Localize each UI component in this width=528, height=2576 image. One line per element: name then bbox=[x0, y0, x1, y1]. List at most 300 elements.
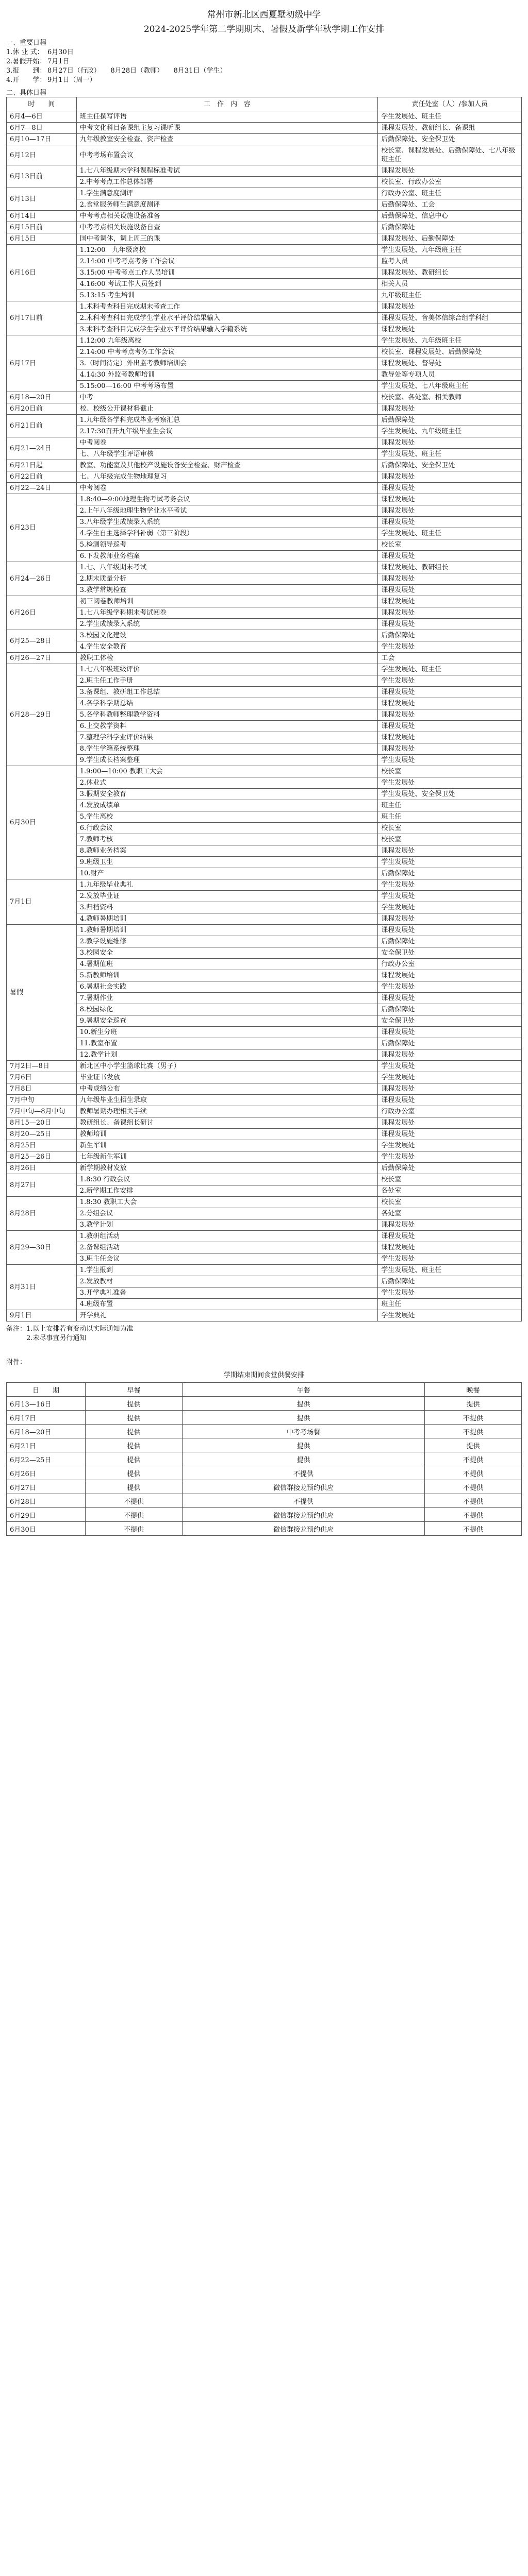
row-dept: 校长室 bbox=[378, 823, 522, 834]
row-dept: 相关人员 bbox=[378, 279, 522, 290]
row-content: 5.13:15 考生培训 bbox=[76, 290, 378, 301]
meals-row bbox=[7, 1466, 522, 1480]
row-content: 中考考场布置会议 bbox=[76, 145, 378, 165]
row-content: 4.14:30 外监考教师培训 bbox=[76, 369, 378, 381]
row-content: 2.14:00 中考考点考务工作会议 bbox=[76, 256, 378, 267]
row-content: 4.教师暑期培训 bbox=[76, 913, 378, 925]
table-row bbox=[7, 1049, 522, 1061]
row-dept: 后勤保障处 bbox=[378, 630, 522, 641]
key-date-value: 8月27日（行政） 8月28日（教师） 8月31日（学生） bbox=[47, 67, 227, 75]
row-content: 教师培训 bbox=[76, 1129, 378, 1140]
row-dept: 学生发展处 bbox=[378, 1072, 522, 1083]
row-content: 5.检测领导巡考 bbox=[76, 539, 378, 551]
row-dept: 学生发展处、班主任 bbox=[378, 528, 522, 539]
table-row bbox=[7, 1072, 522, 1083]
row-time: 6月17日前 bbox=[7, 301, 77, 335]
table-row bbox=[7, 970, 522, 981]
table-row bbox=[7, 619, 522, 630]
meals-table bbox=[6, 1382, 522, 1536]
meal-lunch: 中考考场餐 bbox=[183, 1425, 425, 1438]
row-dept: 课程发展处 bbox=[378, 494, 522, 505]
row-time: 6月21—24日 bbox=[7, 437, 77, 460]
header-time: 时 间 bbox=[7, 97, 77, 111]
row-time: 暑假 bbox=[7, 925, 77, 1061]
document-title-school: 常州市新北区西夏墅初级中学 bbox=[207, 10, 321, 20]
row-time: 7月中旬 bbox=[7, 1095, 77, 1106]
table-row bbox=[7, 245, 522, 256]
row-time: 6月10—17日 bbox=[7, 134, 77, 145]
row-dept: 后勤保障处、安全保卫处 bbox=[378, 134, 522, 145]
table-row bbox=[7, 845, 522, 857]
row-time: 6月23日 bbox=[7, 494, 77, 562]
row-dept: 课程发展处 bbox=[378, 732, 522, 743]
meal-date: 6月18—20日 bbox=[7, 1425, 86, 1438]
row-dept: 学生发展处 bbox=[378, 1151, 522, 1163]
row-dept: 后勤保障处 bbox=[378, 415, 522, 426]
table-row bbox=[7, 1197, 522, 1208]
row-content: 8.校园绿化 bbox=[76, 1004, 378, 1015]
row-content: 1.七、八年级期末考试 bbox=[76, 562, 378, 573]
row-dept: 安全保卫处 bbox=[378, 947, 522, 959]
row-dept: 安全保卫处 bbox=[378, 1015, 522, 1027]
row-dept: 课程发展处 bbox=[378, 687, 522, 698]
row-dept: 课程发展处 bbox=[378, 1083, 522, 1095]
schedule-table bbox=[6, 97, 522, 1321]
table-row bbox=[7, 1208, 522, 1219]
row-content: 3.开学典礼准备 bbox=[76, 1287, 378, 1299]
row-dept: 后勤保障处、安全保卫处 bbox=[378, 460, 522, 471]
row-dept: 课程发展处 bbox=[378, 1219, 522, 1231]
row-dept: 后勤保障处 bbox=[378, 1163, 522, 1174]
row-dept: 行政办公室、班主任 bbox=[378, 188, 522, 199]
table-row bbox=[7, 1140, 522, 1151]
row-time: 6月30日 bbox=[7, 766, 77, 879]
table-row bbox=[7, 1083, 522, 1095]
row-content: 4.学生安全教育 bbox=[76, 641, 378, 653]
row-time: 6月24—26日 bbox=[7, 562, 77, 596]
row-content: 教室、功能室及其他校产设施设备安全检查、财产检查 bbox=[76, 460, 378, 471]
row-dept: 工会 bbox=[378, 653, 522, 664]
row-dept: 教导处等专项人员 bbox=[378, 369, 522, 381]
meal-breakfast: 提供 bbox=[86, 1466, 183, 1480]
meals-row bbox=[7, 1452, 522, 1466]
table-row bbox=[7, 1129, 522, 1140]
table-row bbox=[7, 199, 522, 211]
table-row bbox=[7, 177, 522, 188]
row-dept: 校长室、课程发展处、后勤保障处 bbox=[378, 347, 522, 358]
meal-breakfast: 提供 bbox=[86, 1425, 183, 1438]
row-dept: 课程发展处 bbox=[378, 585, 522, 596]
row-dept: 课程发展处 bbox=[378, 913, 522, 925]
meal-date: 6月13—16日 bbox=[7, 1397, 86, 1411]
key-date-label: 4.开 学： bbox=[6, 76, 46, 84]
row-dept: 各处室 bbox=[378, 1208, 522, 1219]
meals-header-date: 日 期 bbox=[7, 1383, 86, 1397]
row-dept: 课程发展处 bbox=[378, 505, 522, 517]
meal-dinner: 不提供 bbox=[424, 1411, 521, 1425]
table-row bbox=[7, 1299, 522, 1310]
table-row bbox=[7, 653, 522, 664]
row-content: 九年级毕业生招生录取 bbox=[76, 1095, 378, 1106]
row-dept: 课程发展处、音美体信综合组学科组 bbox=[378, 313, 522, 324]
row-content: 1.9:00—10:00 教职工大会 bbox=[76, 766, 378, 777]
row-content: 3.校园文化建设 bbox=[76, 630, 378, 641]
row-content: 2.术科考查科目完成学生学业水平评价结果输入 bbox=[76, 313, 378, 324]
meal-dinner: 不提供 bbox=[424, 1480, 521, 1494]
row-content: 2.期末质量分析 bbox=[76, 573, 378, 585]
row-dept: 学生发展处 bbox=[378, 1310, 522, 1321]
table-row bbox=[7, 471, 522, 483]
row-time: 6月20日前 bbox=[7, 403, 77, 415]
row-content: 7.暑期作业 bbox=[76, 993, 378, 1004]
row-content: 2.17:30召开九年级毕业生会议 bbox=[76, 426, 378, 437]
row-content: 1.教研组活动 bbox=[76, 1231, 378, 1242]
key-date-item bbox=[6, 76, 522, 85]
row-time: 8月15—20日 bbox=[7, 1117, 77, 1129]
table-row bbox=[7, 358, 522, 369]
row-dept: 学生发展处 bbox=[378, 641, 522, 653]
row-content: 3.备课组、教研组工作总结 bbox=[76, 687, 378, 698]
meal-dinner: 不提供 bbox=[424, 1522, 521, 1536]
table-row bbox=[7, 641, 522, 653]
meal-breakfast: 不提供 bbox=[86, 1508, 183, 1522]
table-row bbox=[7, 1027, 522, 1038]
row-content: 6.上交教学资料 bbox=[76, 721, 378, 732]
table-row bbox=[7, 1287, 522, 1299]
row-dept: 校长室、行政办公室 bbox=[378, 177, 522, 188]
meals-row bbox=[7, 1480, 522, 1494]
row-content: 4.暑期值班 bbox=[76, 959, 378, 970]
table-row bbox=[7, 913, 522, 925]
section-heading-key-dates: 一、重要日程 bbox=[6, 39, 47, 47]
row-dept: 校长室、课程发展处、后勤保障处、七八年级班主任 bbox=[378, 145, 522, 165]
table-row bbox=[7, 460, 522, 471]
table-row bbox=[7, 573, 522, 585]
table-row bbox=[7, 301, 522, 313]
table-row bbox=[7, 947, 522, 959]
table-row bbox=[7, 891, 522, 902]
row-dept: 课程发展处、督导处 bbox=[378, 358, 522, 369]
key-date-item bbox=[6, 48, 522, 57]
row-time: 6月4—6日 bbox=[7, 111, 77, 123]
meal-lunch: 提供 bbox=[183, 1438, 425, 1452]
row-time: 6月12日 bbox=[7, 145, 77, 165]
row-content: 教研组长、备课组长研讨 bbox=[76, 1117, 378, 1129]
row-content: 1.九年级毕业典礼 bbox=[76, 879, 378, 891]
row-content: 3.教学计划 bbox=[76, 1219, 378, 1231]
document-page bbox=[6, 0, 522, 1546]
row-content: 1.九年级各学科完成毕业考察汇总 bbox=[76, 415, 378, 426]
row-content: 中考考点相关设施设备准备 bbox=[76, 211, 378, 222]
table-row bbox=[7, 1219, 522, 1231]
row-time: 6月26日 bbox=[7, 596, 77, 630]
row-content: 中考文化科目备课组主复习课听课 bbox=[76, 123, 378, 134]
row-dept: 课程发展处 bbox=[378, 596, 522, 607]
meal-breakfast: 不提供 bbox=[86, 1494, 183, 1508]
row-dept: 后勤保障处、信息中心 bbox=[378, 211, 522, 222]
row-content: 1.七八年级班级评价 bbox=[76, 664, 378, 675]
row-content: 3.15:00 中考考点工作人员培训 bbox=[76, 267, 378, 279]
row-content: 七年级新生军训 bbox=[76, 1151, 378, 1163]
row-content: 6.下发教师业务档案 bbox=[76, 551, 378, 562]
table-row bbox=[7, 483, 522, 494]
row-dept: 课程发展处、后勤保障处 bbox=[378, 233, 522, 245]
row-content: 10.财产 bbox=[76, 868, 378, 879]
row-content: 1.12:00 九年级离校 bbox=[76, 335, 378, 347]
meals-header-row bbox=[7, 1383, 522, 1397]
row-dept: 学生发展处、九年级班主任 bbox=[378, 245, 522, 256]
table-row bbox=[7, 811, 522, 823]
row-content: 8.学生学籍系统整理 bbox=[76, 743, 378, 755]
row-content: 5.学生离校 bbox=[76, 811, 378, 823]
row-time: 6月15日前 bbox=[7, 222, 77, 233]
table-row bbox=[7, 369, 522, 381]
row-time: 6月14日 bbox=[7, 211, 77, 222]
row-content: 9.学生成长档案整理 bbox=[76, 755, 378, 766]
meals-row bbox=[7, 1494, 522, 1508]
table-row bbox=[7, 902, 522, 913]
row-dept: 课程发展处 bbox=[378, 1027, 522, 1038]
row-content: 9.暑期安全巡查 bbox=[76, 1015, 378, 1027]
row-content: 7.整理学科学业评价结果 bbox=[76, 732, 378, 743]
row-content: 2.发放教材 bbox=[76, 1276, 378, 1287]
table-row bbox=[7, 607, 522, 619]
row-dept: 课程发展处 bbox=[378, 517, 522, 528]
row-content: 1.学生满意度测评 bbox=[76, 188, 378, 199]
table-row bbox=[7, 449, 522, 460]
note-line: 备注：1.以上安排若有变动以实际通知为准 bbox=[6, 1325, 134, 1333]
row-dept: 校长室、各处室、相关教师 bbox=[378, 392, 522, 403]
table-row bbox=[7, 267, 522, 279]
row-content: 12.教学计划 bbox=[76, 1049, 378, 1061]
table-row bbox=[7, 211, 522, 222]
row-dept: 校长室 bbox=[378, 766, 522, 777]
section-heading-schedule: 二、具体日程 bbox=[6, 89, 47, 97]
meal-breakfast: 提供 bbox=[86, 1411, 183, 1425]
meal-breakfast: 提供 bbox=[86, 1452, 183, 1466]
table-row bbox=[7, 721, 522, 732]
row-content: 2.班主任工作手册 bbox=[76, 675, 378, 687]
table-row bbox=[7, 834, 522, 845]
row-dept: 班主任 bbox=[378, 811, 522, 823]
meals-body bbox=[7, 1397, 522, 1536]
row-dept: 课程发展处 bbox=[378, 743, 522, 755]
table-row bbox=[7, 709, 522, 721]
meals-row bbox=[7, 1411, 522, 1425]
table-row bbox=[7, 777, 522, 789]
table-row bbox=[7, 959, 522, 970]
row-content: 11.教室布置 bbox=[76, 1038, 378, 1049]
row-dept: 班主任 bbox=[378, 1299, 522, 1310]
key-date-value: 6月30日 bbox=[47, 48, 74, 56]
meals-row bbox=[7, 1425, 522, 1438]
key-dates-list bbox=[6, 48, 522, 85]
row-content: 7.教师考核 bbox=[76, 834, 378, 845]
row-time: 6月13日 bbox=[7, 188, 77, 211]
row-time: 6月17日 bbox=[7, 335, 77, 392]
row-time: 8月25—26日 bbox=[7, 1151, 77, 1163]
row-time: 6月16日 bbox=[7, 245, 77, 301]
row-content: 校、校级公开课材料截止 bbox=[76, 403, 378, 415]
meal-dinner: 提供 bbox=[424, 1438, 521, 1452]
row-content: 教职工体检 bbox=[76, 653, 378, 664]
row-dept: 学生发展处 bbox=[378, 857, 522, 868]
meal-date: 6月17日 bbox=[7, 1411, 86, 1425]
meal-breakfast: 提供 bbox=[86, 1438, 183, 1452]
appendix-label: 附件： bbox=[6, 1359, 27, 1366]
row-time: 8月28日 bbox=[7, 1197, 77, 1231]
table-row bbox=[7, 279, 522, 290]
table-row bbox=[7, 188, 522, 199]
row-content: 2.教学设施维修 bbox=[76, 936, 378, 947]
table-row bbox=[7, 123, 522, 134]
row-content: 2.休业式 bbox=[76, 777, 378, 789]
meals-header-breakfast: 早餐 bbox=[86, 1383, 183, 1397]
row-dept: 学生发展处 bbox=[378, 1253, 522, 1265]
row-dept: 课程发展处 bbox=[378, 551, 522, 562]
key-date-value: 7月1日 bbox=[47, 58, 70, 65]
row-time: 7月2日—8日 bbox=[7, 1061, 77, 1072]
row-dept: 课程发展处 bbox=[378, 573, 522, 585]
table-row bbox=[7, 1095, 522, 1106]
meals-row bbox=[7, 1522, 522, 1536]
row-content: 1.教师暑期培训 bbox=[76, 925, 378, 936]
row-content: 七、八年级完成生物地理复习 bbox=[76, 471, 378, 483]
row-content: 2.中考考点工作总体部署 bbox=[76, 177, 378, 188]
row-content: 1.术科考查科目完成期末考查工作 bbox=[76, 301, 378, 313]
row-content: 2.学生成绩录入系统 bbox=[76, 619, 378, 630]
row-dept: 后勤保障处、工会 bbox=[378, 199, 522, 211]
row-time: 6月18—20日 bbox=[7, 392, 77, 403]
meal-dinner: 不提供 bbox=[424, 1425, 521, 1438]
row-time: 7月1日 bbox=[7, 879, 77, 925]
row-dept: 班主任 bbox=[378, 800, 522, 811]
row-content: 3.教学常规检查 bbox=[76, 585, 378, 596]
row-time: 9月1日 bbox=[7, 1310, 77, 1321]
row-content: 国中考调休，调上周三的课 bbox=[76, 233, 378, 245]
table-row bbox=[7, 1242, 522, 1253]
row-dept: 课程发展处 bbox=[378, 483, 522, 494]
row-dept: 行政办公室 bbox=[378, 1106, 522, 1117]
row-dept: 学生发展处 bbox=[378, 755, 522, 766]
row-dept: 课程发展处 bbox=[378, 471, 522, 483]
table-row bbox=[7, 324, 522, 335]
header-dept: 责任处室（人）/参加人员 bbox=[378, 97, 522, 111]
row-content: 2.发放毕业证 bbox=[76, 891, 378, 902]
row-content: 2.备课组活动 bbox=[76, 1242, 378, 1253]
note-line: 2.未尽事宜另行通知 bbox=[6, 1334, 87, 1342]
row-dept: 课程发展处 bbox=[378, 721, 522, 732]
table-row bbox=[7, 494, 522, 505]
table-row bbox=[7, 256, 522, 267]
meal-date: 6月21日 bbox=[7, 1438, 86, 1452]
row-content: 3.校园安全 bbox=[76, 947, 378, 959]
row-content: 中考考点相关设施设备自查 bbox=[76, 222, 378, 233]
row-dept: 学生发展处 bbox=[378, 675, 522, 687]
table-row bbox=[7, 347, 522, 358]
meal-lunch: 提供 bbox=[183, 1452, 425, 1466]
row-dept: 课程发展处 bbox=[378, 1095, 522, 1106]
row-content: 2.上午八年级地理生物学业水平考试 bbox=[76, 505, 378, 517]
table-row bbox=[7, 675, 522, 687]
meal-lunch: 提供 bbox=[183, 1411, 425, 1425]
meal-date: 6月30日 bbox=[7, 1522, 86, 1536]
row-time: 6月15日 bbox=[7, 233, 77, 245]
row-content: 6.暑期社会实践 bbox=[76, 981, 378, 993]
meals-row bbox=[7, 1438, 522, 1452]
table-row bbox=[7, 111, 522, 123]
meal-breakfast: 提供 bbox=[86, 1480, 183, 1494]
table-row bbox=[7, 1163, 522, 1174]
row-content: 8.教师业务档案 bbox=[76, 845, 378, 857]
row-content: 5.各学科教师整理教学资料 bbox=[76, 709, 378, 721]
meal-date: 6月27日 bbox=[7, 1480, 86, 1494]
row-content: 1.8:30 行政会议 bbox=[76, 1174, 378, 1185]
table-row bbox=[7, 630, 522, 641]
row-content: 2.14:00 中考考点考务工作会议 bbox=[76, 347, 378, 358]
meal-lunch: 不提供 bbox=[183, 1494, 425, 1508]
table-row bbox=[7, 415, 522, 426]
row-dept: 课程发展处 bbox=[378, 698, 522, 709]
row-content: 1.学生报到 bbox=[76, 1265, 378, 1276]
table-row bbox=[7, 687, 522, 698]
table-row bbox=[7, 1151, 522, 1163]
row-dept: 后勤保障处 bbox=[378, 1038, 522, 1049]
table-row bbox=[7, 1185, 522, 1197]
row-time: 6月22—24日 bbox=[7, 483, 77, 494]
row-dept: 学生发展处、七八年级班主任 bbox=[378, 381, 522, 392]
table-row bbox=[7, 1276, 522, 1287]
meal-lunch: 提供 bbox=[183, 1397, 425, 1411]
row-content: 中考阅卷 bbox=[76, 483, 378, 494]
key-date-label: 2.暑假开始： bbox=[6, 58, 46, 65]
key-date-item bbox=[6, 66, 522, 76]
schedule-header-row bbox=[7, 97, 522, 111]
row-dept: 课程发展处 bbox=[378, 301, 522, 313]
table-row bbox=[7, 381, 522, 392]
table-row bbox=[7, 145, 522, 165]
key-date-label: 1.休 业 式： bbox=[6, 48, 44, 56]
table-row bbox=[7, 1004, 522, 1015]
row-content: 初三阅卷教师培训 bbox=[76, 596, 378, 607]
row-dept: 监考人员 bbox=[378, 256, 522, 267]
row-content: 中考 bbox=[76, 392, 378, 403]
row-dept: 课程发展处 bbox=[378, 437, 522, 449]
meal-date: 6月28日 bbox=[7, 1494, 86, 1508]
row-dept: 课程发展处 bbox=[378, 607, 522, 619]
row-dept: 课程发展处 bbox=[378, 925, 522, 936]
row-dept: 课程发展处 bbox=[378, 403, 522, 415]
row-content: 1.七八年级期末学科课程标准考试 bbox=[76, 165, 378, 177]
row-content: 毕业证书发放 bbox=[76, 1072, 378, 1083]
row-dept: 后勤保障处 bbox=[378, 1276, 522, 1287]
row-time: 7月中旬—8月中旬 bbox=[7, 1106, 77, 1117]
table-row bbox=[7, 585, 522, 596]
table-row bbox=[7, 426, 522, 437]
row-content: 中考成绩公布 bbox=[76, 1083, 378, 1095]
table-row bbox=[7, 879, 522, 891]
row-time: 6月22日前 bbox=[7, 471, 77, 483]
table-row bbox=[7, 868, 522, 879]
table-row bbox=[7, 596, 522, 607]
table-row bbox=[7, 222, 522, 233]
row-dept: 课程发展处 bbox=[378, 324, 522, 335]
table-row bbox=[7, 936, 522, 947]
row-dept: 学生发展处、班主任 bbox=[378, 1265, 522, 1276]
row-content: 2.分组会议 bbox=[76, 1208, 378, 1219]
row-time: 6月21日起 bbox=[7, 460, 77, 471]
row-dept: 学生发展处 bbox=[378, 879, 522, 891]
